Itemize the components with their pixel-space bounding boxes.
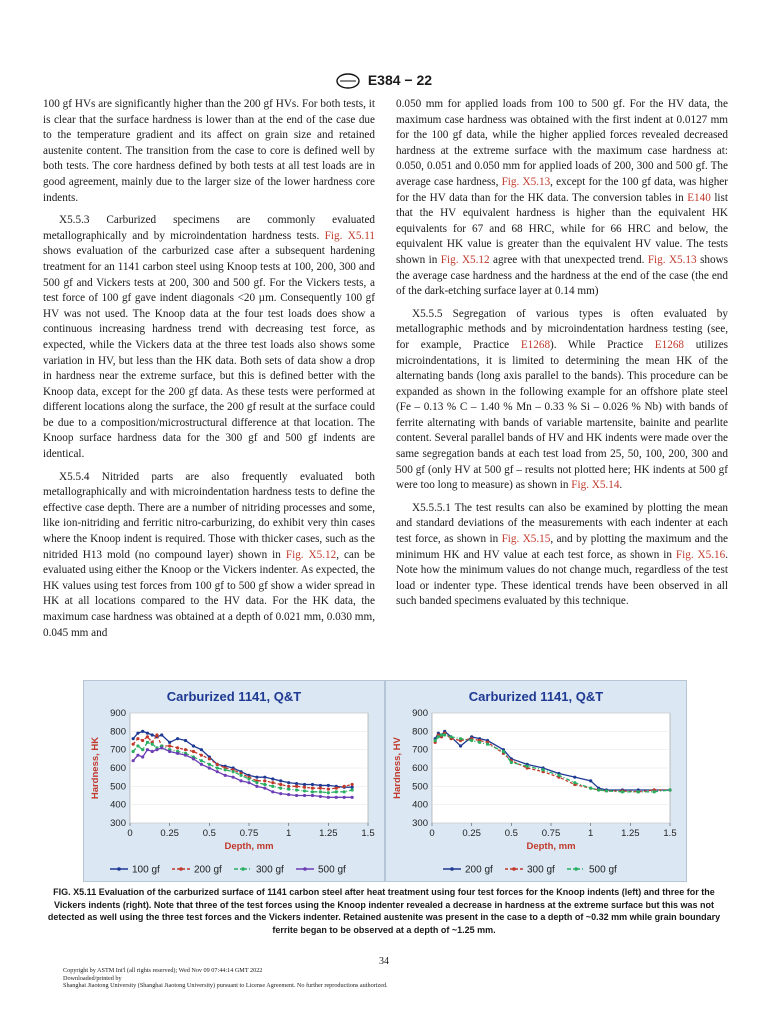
footer: [63, 967, 388, 990]
data-point: [295, 785, 298, 788]
legend-label: 300 gf: [256, 864, 284, 876]
data-point: [136, 732, 139, 735]
data-point: [279, 779, 282, 782]
standard-link[interactable]: E1268: [654, 338, 685, 351]
footer-line: Downloaded/printed by: [63, 974, 122, 982]
data-point: [335, 790, 338, 793]
data-point: [168, 750, 171, 753]
data-point: [136, 737, 139, 740]
data-point: [459, 744, 462, 747]
data-point: [311, 787, 314, 790]
data-point: [151, 733, 154, 736]
x-tick-label: 1: [286, 828, 292, 839]
data-point: [263, 779, 266, 782]
figure-link[interactable]: Fig. X5.12: [440, 253, 490, 266]
data-point: [263, 783, 266, 786]
data-point: [327, 791, 330, 794]
data-point: [327, 787, 330, 790]
legend-marker: [450, 867, 454, 871]
data-point: [271, 790, 274, 793]
y-tick-label: 400: [110, 799, 126, 811]
data-point: [141, 730, 144, 733]
data-point: [176, 752, 179, 755]
x-tick-label: 0.5: [504, 828, 518, 839]
data-point: [589, 779, 592, 782]
data-point: [449, 735, 452, 738]
data-point: [287, 787, 290, 790]
data-point: [351, 783, 354, 786]
x-tick-label: 1.5: [361, 828, 375, 839]
data-point: [319, 784, 322, 787]
data-point: [176, 737, 179, 740]
data-point: [597, 788, 600, 791]
data-point: [295, 782, 298, 785]
data-point: [295, 794, 298, 797]
data-point: [255, 776, 258, 779]
data-point: [247, 781, 250, 784]
data-point: [478, 741, 481, 744]
data-point: [168, 744, 171, 747]
data-point: [216, 766, 219, 769]
data-point: [443, 733, 446, 736]
x-tick-label: 0: [127, 828, 133, 839]
data-point: [459, 737, 462, 740]
y-tick-label: 700: [110, 744, 126, 756]
data-point: [605, 789, 608, 792]
data-point: [200, 763, 203, 766]
data-point: [155, 733, 158, 736]
figure-link[interactable]: Fig. X5.12: [285, 548, 337, 561]
data-point: [160, 746, 163, 749]
data-point: [232, 770, 235, 773]
data-point: [216, 770, 219, 773]
data-point: [526, 765, 529, 768]
legend-label: 300 gf: [527, 864, 555, 876]
data-point: [437, 735, 440, 738]
data-point: [208, 766, 211, 769]
chart-title: Carburized 1141, Q&T: [166, 689, 302, 704]
data-point: [132, 750, 135, 753]
data-point: [335, 787, 338, 790]
data-point: [319, 787, 322, 790]
data-point: [351, 796, 354, 799]
legend-marker: [241, 867, 245, 871]
data-point: [271, 785, 274, 788]
data-point: [132, 759, 135, 762]
data-point: [470, 739, 473, 742]
data-point: [141, 739, 144, 742]
chart-knoop: [83, 680, 385, 882]
data-point: [208, 757, 211, 760]
data-point: [263, 776, 266, 779]
data-point: [343, 785, 346, 788]
y-axis-label: Hardness, HV: [392, 737, 403, 799]
astm-logo-icon: [336, 73, 360, 89]
y-tick-label: 600: [110, 763, 126, 774]
data-point: [327, 796, 330, 799]
data-point: [192, 744, 195, 747]
data-point: [184, 739, 187, 742]
legend-marker: [574, 867, 578, 871]
data-point: [141, 755, 144, 758]
legend-label: 500 gf: [318, 864, 346, 876]
data-point: [232, 776, 235, 779]
data-point: [192, 757, 195, 760]
legend-marker: [117, 867, 121, 871]
data-point: [176, 746, 179, 749]
data-point: [271, 777, 274, 780]
data-point: [502, 750, 505, 753]
data-point: [132, 737, 135, 740]
data-point: [295, 788, 298, 791]
y-tick-label: 800: [110, 726, 126, 738]
data-point: [146, 735, 149, 738]
data-point: [351, 786, 354, 789]
y-tick-label: 300: [412, 818, 428, 829]
data-point: [279, 792, 282, 795]
standard-designation: E384 − 22: [367, 72, 433, 88]
paragraph: X5.5.5.1 The test results can also be examined by plotting the mean and standard deviations of the measurements with each indenter at each test force, as shown in Fig. X5.15, and by plotting the maximum and the minimum HK and HV value at each test force, as shown in Fig. X5.16. Note how the minimum values do not change much, regardless of the test load or indenter type. These identical trends have been observed in all such banded specimens evaluated by this technique.: [396, 501, 729, 608]
x-tick-label: 0.5: [202, 828, 216, 839]
data-point: [155, 748, 158, 751]
data-point: [311, 783, 314, 786]
data-point: [541, 768, 544, 771]
data-point: [486, 743, 489, 746]
legend-label: 100 gf: [132, 864, 160, 876]
data-point: [653, 790, 656, 793]
figure-link[interactable]: Fig. X5.13: [501, 175, 551, 188]
data-point: [303, 794, 306, 797]
data-point: [319, 790, 322, 793]
paragraph: 0.050 mm for applied loads from 100 to 500 gf. For the HV data, the maximum case hardness was obtained with the first indent at 0.0127 mm for the 100 gf data, while the higher applied forces revealed decreased hardness at the extreme surface with the maximum case hardness at: 0.050, 0.051 and 0.050 mm for applied loads of 200, 300 and 500 gf. The average case hardness, Fig. X5.13, except for the 100 gf data, was higher for the HV data than for the HK data. The conversion tables in E140 list that the HV equivalent hardness is higher than the equivalent HK equivalents for 67 and 68 HRC, while for 66 HRC and below, the equivalent HK value is greater than the equivalent HV value. The tests shown in Fig. X5.12 agree with that unexpected trend. Fig. X5.13 shows the average case hardness and the hardness at the end of the case (the end of the dark-etching surface layer at 0.14 mm): [396, 98, 729, 298]
data-point: [351, 788, 354, 791]
standard-link[interactable]: E140: [687, 191, 711, 204]
x-tick-label: 1: [588, 828, 594, 839]
x-axis-label: Depth, mm: [526, 841, 576, 852]
x-tick-label: 0.25: [462, 828, 481, 839]
y-tick-label: 500: [412, 781, 428, 793]
y-tick-label: 400: [412, 799, 428, 811]
data-point: [224, 774, 227, 777]
legend-marker: [512, 867, 516, 871]
data-point: [573, 781, 576, 784]
data-point: [151, 743, 154, 746]
data-point: [573, 776, 576, 779]
data-point: [247, 777, 250, 780]
data-point: [335, 796, 338, 799]
data-point: [136, 744, 139, 747]
data-point: [239, 779, 242, 782]
legend-label: 200 gf: [465, 864, 493, 876]
data-point: [146, 741, 149, 744]
data-point: [160, 733, 163, 736]
data-point: [668, 788, 671, 791]
data-point: [132, 743, 135, 746]
data-point: [141, 748, 144, 751]
data-point: [287, 793, 290, 796]
footer-line: Copyright by ASTM Int'l (all rights reserved); Wed Nov 09 07:44:14 GMT 2022: [63, 967, 263, 974]
legend-label: 200 gf: [194, 864, 222, 876]
data-point: [343, 790, 346, 793]
data-point: [136, 754, 139, 757]
data-point: [303, 789, 306, 792]
data-point: [200, 748, 203, 751]
data-point: [440, 733, 443, 736]
data-point: [327, 784, 330, 787]
data-point: [287, 785, 290, 788]
x-tick-label: 1.25: [319, 828, 338, 839]
figure-link[interactable]: Fig. X5.14: [571, 479, 620, 492]
y-tick-label: 600: [412, 763, 428, 774]
paragraph: X5.5.4 Nitrided parts are also frequently evaluated both metallographically and with microindentation hardness tests to define the effective case depth. There are a number of nitriding processes and some, like ion-nitriding and ferritic nitro-carburizing, do exhibit very thin cases where the Knoop indent is required. Those with thicker cases, such as the nitrided H13 mold (no compound layer) shown in Fig. X5.12, can be evaluated using either the Knoop or the Vickers indenter. As expected, the HK values using test forces from 100 gf to 500 gf show a wider spread in HK at all locations compared to the HV data. For the HK data, the maximum case hardness was obtained at a depth of 0.021 mm, 0.030 mm, 0.045 mm and: [43, 470, 375, 639]
x-tick-label: 1.25: [621, 828, 640, 839]
data-point: [146, 748, 149, 751]
figure-link[interactable]: Fig. X5.16: [675, 548, 726, 561]
data-point: [239, 774, 242, 777]
figure-link[interactable]: Fig. X5.15: [501, 533, 551, 546]
data-point: [637, 790, 640, 793]
data-point: [255, 781, 258, 784]
page-number: 34: [379, 956, 389, 967]
data-point: [255, 785, 258, 788]
left-column: [43, 97, 375, 648]
data-point: [224, 768, 227, 771]
standard-link[interactable]: E1268: [520, 338, 551, 351]
y-tick-label: 700: [412, 744, 428, 756]
x-tick-label: 1.5: [663, 828, 677, 839]
data-point: [184, 754, 187, 757]
y-axis-label: Hardness, HK: [90, 736, 101, 800]
page-header: [0, 72, 768, 89]
data-point: [510, 761, 513, 764]
data-point: [311, 794, 314, 797]
right-column: [396, 97, 728, 617]
paragraph: X5.5.3 Carburized specimens are commonly evaluated metallographically and by microindentation hardness tests. Fig. X5.11 shows evaluation of the carburized case after a subsequent hardening treatment for an 1141 carbon steel using Knoop tests at 100, 200, 300 and 500 gf and Vickers tests at 200, 300 and 500 gf. For the Vickers tests, a test force of 100 gf gave indent diagonals <20 µm. Consequently 100 gf HV was not used. The Knoop data at the four test loads does show a continuous increasing hardness trend with decreasing test force, as expected, while the Vickers data at the three test loads also shows some variation in HV, but less than the HK data. Both sets of data show a drop in hardness near the extreme surface, but this is defined better with the Knoop data, except for the 200 gf data. As these tests were performed at different locations along the surface, the 200 gf result at the surface could be due to a composition/microstructural difference at that location. The Knoop surface hardness data for the 300 gf and 500 gf indents are identical.: [43, 214, 375, 461]
x-tick-label: 0: [429, 828, 435, 839]
data-point: [192, 750, 195, 753]
data-point: [303, 783, 306, 786]
data-point: [200, 754, 203, 757]
x-axis-label: Depth, mm: [224, 841, 274, 852]
x-tick-label: 0.25: [160, 828, 179, 839]
data-point: [146, 732, 149, 735]
data-point: [621, 790, 624, 793]
paragraph: X5.5.5 Segregation of various types is often evaluated by metallographic methods and by microindentation hardness testing (see, for example, Practice E1268). While Practice E1268 utilizes microindentations, it is limited to determining the mean HK of the alternating bands (long axis parallel to the bands). This procedure can be expanded as shown in the following example for an offshore plate steel (Fe – 0.13 % C – 1.40 % Mn – 0.33 % Si – 0.026 % Nb) with bands of ferrite alternating with bands of variable martensite, bainite and pearlite content. Several parallel bands of HV and HK indents were made over the same segregation bands at each test load from 25, 50, 100, 200, 300 and 500 gf (only HV at 500 gf – results not plotted here; HK indents at 500 gf were too long to measure) as shown in Fig. X5.14.: [396, 307, 729, 492]
data-point: [279, 783, 282, 786]
figure-link[interactable]: Fig. X5.13: [647, 253, 697, 266]
data-point: [200, 759, 203, 762]
data-point: [303, 786, 306, 789]
legend-marker: [179, 867, 183, 871]
data-point: [168, 741, 171, 744]
data-point: [151, 750, 154, 753]
y-tick-label: 900: [110, 708, 126, 719]
legend-marker: [303, 867, 307, 871]
figure-link[interactable]: Fig. X5.11: [324, 229, 375, 242]
chart-vickers: [385, 680, 687, 882]
y-tick-label: 500: [110, 781, 126, 793]
data-point: [319, 795, 322, 798]
paragraph: 100 gf HVs are significantly higher than the 200 gf HVs. For both tests, it is clear that the surface hardness is lower than at the end of the case due to the temperature gradient and its affect on grain size and retained austenite content. The transition from the case to core is defined well by both tests. The core hardness defined by both tests at all test loads are in good agreement, mainly due to the larger size of the lower hardness core indents.: [43, 98, 375, 204]
data-point: [311, 790, 314, 793]
y-tick-label: 300: [110, 818, 126, 829]
legend-label: 500 gf: [589, 864, 617, 876]
data-point: [216, 763, 219, 766]
data-point: [287, 781, 290, 784]
chart-title: Carburized 1141, Q&T: [468, 689, 604, 704]
x-tick-label: 0.75: [239, 828, 259, 839]
data-point: [208, 763, 211, 766]
data-point: [279, 787, 282, 790]
x-tick-label: 0.75: [541, 828, 561, 839]
data-point: [271, 781, 274, 784]
figure-caption: FIG. X5.11 Evaluation of the carburized surface of 1141 carbon steel after heat treatment using four test forces for the Knoop indents (left) and three for the Vickers indents (right). Note that three of the test forces using the Knoop indenter revealed a decrease in hardness at the extreme surface but this was not detected as well using the three test forces and the Vickers indenter. Retained austenite was present in the case to a depth of ~0.32 mm while grain boundary ferrite began to be observed at a depth of ~1.25 mm.: [47, 887, 721, 935]
data-point: [434, 739, 437, 742]
y-tick-label: 800: [412, 726, 428, 738]
data-point: [557, 774, 560, 777]
data-point: [343, 796, 346, 799]
data-point: [184, 748, 187, 751]
data-point: [589, 787, 592, 790]
y-tick-label: 900: [412, 708, 428, 719]
data-point: [263, 787, 266, 790]
footer-line: Shanghai Jiaotong University (Shanghai Jiaotong University) pursuant to License Agreement. No further reproductions authorized.: [63, 982, 388, 990]
